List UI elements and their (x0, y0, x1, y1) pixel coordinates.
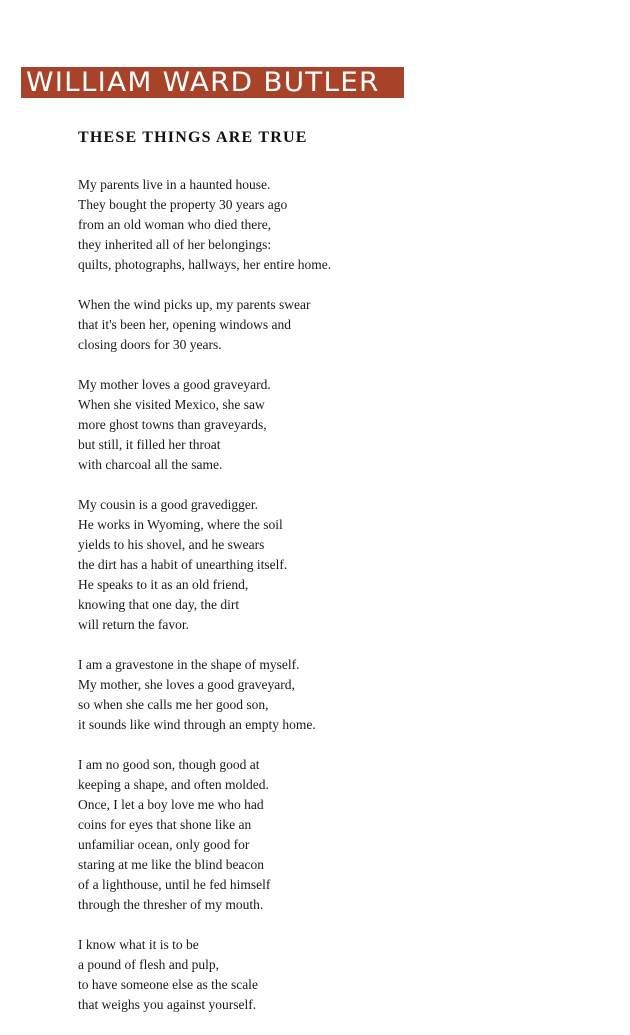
poem-line: to have someone else as the scale (78, 977, 258, 992)
poem-line: They bought the property 30 years ago (78, 197, 288, 212)
poem-line: staring at me like the blind beacon (78, 857, 264, 872)
poem-line: He speaks to it as an old friend, (78, 577, 249, 592)
poem-line: so when she calls me her good son, (78, 697, 269, 712)
poem-line: I know what it is to be (78, 937, 199, 952)
poem-line: that weighs you against yourself. (78, 997, 257, 1012)
poem-line: I am no good son, though good at (78, 757, 260, 772)
poem-line: My mother loves a good graveyard. (78, 377, 271, 392)
poem-line: knowing that one day, the dirt (78, 597, 240, 612)
poem-line: I am a gravestone in the shape of myself. (78, 657, 300, 672)
poem-stanza (78, 175, 598, 275)
poem-line: a pound of flesh and pulp, (78, 957, 219, 972)
poem-line: the dirt has a habit of unearthing itself. (78, 557, 288, 572)
poem-line: that it's been her, opening windows and (78, 317, 291, 332)
poem-body (78, 175, 598, 1035)
poem-line: from an old woman who died there, (78, 217, 272, 232)
poem-title: THESE THINGS ARE TRUE (78, 129, 308, 146)
poem-line: will return the favor. (78, 617, 189, 632)
poem-line: they inherited all of her belongings: (78, 237, 272, 252)
poem-line: keeping a shape, and often molded. (78, 777, 269, 792)
poem-line: My parents live in a haunted house. (78, 177, 271, 192)
poem-line: Once, I let a boy love me who had (78, 797, 264, 812)
poem-stanza (78, 375, 598, 475)
poem-line: He works in Wyoming, where the soil (78, 517, 283, 532)
poem-stanza (78, 295, 598, 355)
poem-line: more ghost towns than graveyards, (78, 417, 267, 432)
poem-line: yields to his shovel, and he swears (78, 537, 265, 552)
poem-line: closing doors for 30 years. (78, 337, 222, 352)
poem-line: through the thresher of my mouth. (78, 897, 264, 912)
poem-line: When she visited Mexico, she saw (78, 397, 265, 412)
poem-line: quilts, photographs, hallways, her entire home. (78, 257, 332, 272)
poem-stanza (78, 495, 598, 635)
author-name: WILLIAM WARD BUTLER (26, 67, 380, 98)
poem-line: My cousin is a good gravedigger. (78, 497, 258, 512)
poem-stanza (78, 755, 598, 915)
poem-line: My mother, she loves a good graveyard, (78, 677, 295, 692)
poem-line: it sounds like wind through an empty home. (78, 717, 316, 732)
poem-stanza (78, 935, 598, 1015)
poem-line: with charcoal all the same. (78, 457, 223, 472)
poem-line: but still, it filled her throat (78, 437, 221, 452)
poem-line: coins for eyes that shone like an (78, 817, 252, 832)
poem-stanza (78, 655, 598, 735)
author-banner (21, 67, 404, 98)
poem-line: of a lighthouse, until he fed himself (78, 877, 271, 892)
poem-line: unfamiliar ocean, only good for (78, 837, 250, 852)
poem-line: When the wind picks up, my parents swear (78, 297, 311, 312)
